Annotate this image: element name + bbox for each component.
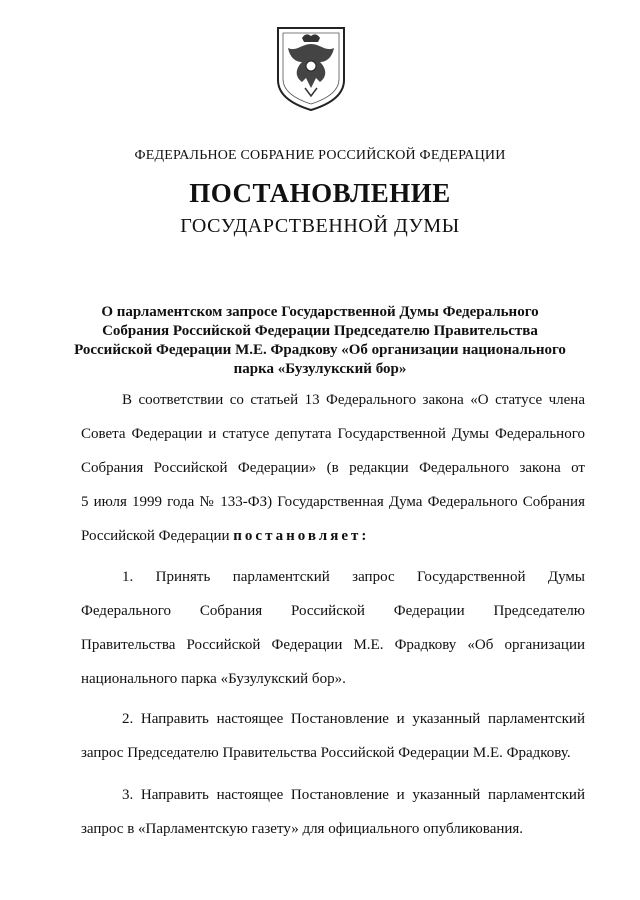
item-line: национального парка «Бузулукский бор». — [81, 671, 346, 687]
preamble-line: В соответствии со статьей 13 Федерального закона «О статусе члена — [122, 392, 585, 408]
preamble-line: 5 июля 1999 года № 133-ФЗ) Государственная Дума Федерального Собрания — [81, 494, 585, 510]
item-line: запрос Председателю Правительства Российской Федерации М.Е. Фрадкову. — [81, 745, 571, 761]
document-type-title: ПОСТАНОВЛЕНИЕ — [189, 178, 451, 208]
item-3-paragraph — [81, 778, 585, 846]
resolution-heading — [60, 303, 580, 379]
preamble-paragraph — [81, 383, 585, 553]
item-2-paragraph — [81, 702, 585, 770]
heading-line: Собрания Российской Федерации Председателю Правительства — [102, 323, 538, 339]
item-line: Федерального Собрания Российской Федерации Председателю — [81, 603, 585, 619]
heading-line: О парламентском запросе Государственной Думы Федерального — [101, 304, 539, 320]
preamble-line-last — [81, 519, 585, 553]
item-line: Правительства Российской Федерации М.Е. Фрадкову «Об организации — [81, 637, 585, 653]
item-line: 2. Направить настоящее Постановление и указанный парламентский — [122, 711, 585, 727]
organization-name: ФЕДЕРАЛЬНОЕ СОБРАНИЕ РОССИЙСКОЙ ФЕДЕРАЦИИ — [134, 148, 506, 163]
preamble-line-text: Российской Федерации — [81, 528, 230, 544]
issuer-title: ГОСУДАРСТВЕННОЙ ДУМЫ — [180, 215, 460, 237]
item-line: 3. Направить настоящее Постановление и указанный парламентский — [122, 787, 585, 803]
preamble-line: Совета Федерации и статусе депутата Государственной Думы Федерального — [81, 426, 585, 442]
coat-of-arms-emblem — [272, 22, 350, 114]
item-line: запрос в «Парламентскую газету» для официального опубликования. — [81, 821, 524, 837]
heading-line: парка «Бузулукский бор» — [233, 361, 407, 377]
heading-line: Российской Федерации М.Е. Фрадкову «Об организации национального — [74, 342, 566, 358]
resolves-word: постановляет: — [233, 528, 370, 544]
preamble-line: Собрания Российской Федерации» (в редакции Федерального закона от — [81, 460, 585, 476]
item-1-paragraph — [81, 560, 585, 696]
item-line: 1. Принять парламентский запрос Государственной Думы — [122, 569, 585, 585]
